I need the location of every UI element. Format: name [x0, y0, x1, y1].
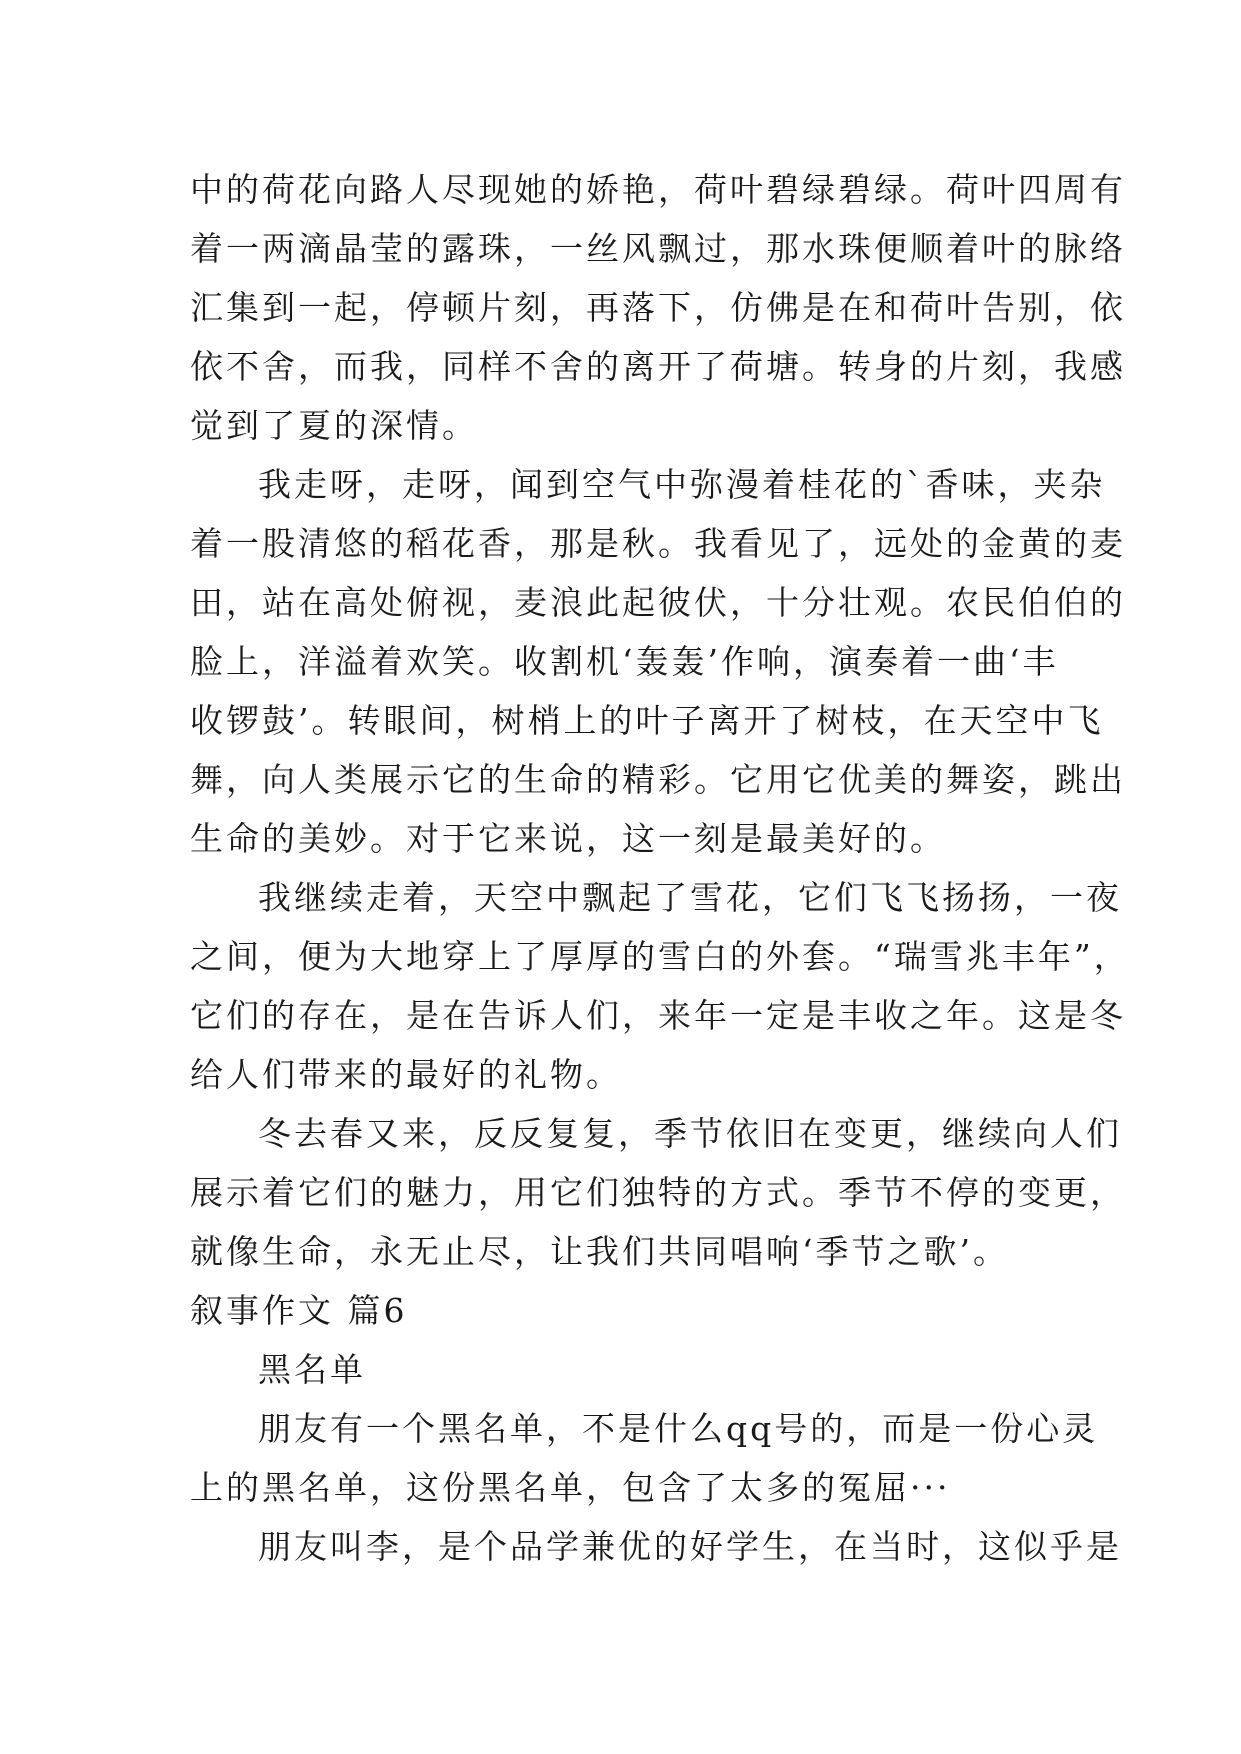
document-body — [190, 160, 1130, 1576]
text-line: 生命的美妙。对于它来说，这一刻是最美好的。 — [190, 819, 946, 858]
text-line: 我继续走着，天空中飘起了雪花，它们飞飞扬扬，一夜 — [258, 878, 1122, 917]
text-line: 朋友叫李，是个品学兼优的好学生，在当时，这似乎是 — [258, 1527, 1122, 1566]
text-line: 上的黑名单，这份黑名单，包含了太多的冤屈··· — [190, 1468, 951, 1507]
text-line: 脸上，洋溢着欢笑。收割机‘轰轰’作响，演奏着一曲‘丰 — [190, 642, 1059, 681]
text-line: 展示着它们的魅力，用它们独特的方式。季节不停的变更， — [190, 1173, 1126, 1212]
text-line: 田，站在高处俯视，麦浪此起彼伏，十分壮观。农民伯伯的 — [190, 583, 1126, 622]
text-line: 觉到了夏的深情。 — [190, 406, 478, 445]
text-line: 舞，向人类展示它的生命的精彩。它用它优美的舞姿，跳出 — [190, 760, 1126, 799]
section-heading: 叙事作文 篇6 — [190, 1291, 408, 1330]
text-line: 朋友有一个黑名单，不是什么qq号的，而是一份心灵 — [258, 1409, 1099, 1448]
text-line: 着一两滴晶莹的露珠，一丝风飘过，那水珠便顺着叶的脉络 — [190, 229, 1126, 268]
text-line: 中的荷花向路人尽现她的娇艳，荷叶碧绿碧绿。荷叶四周有 — [190, 170, 1126, 209]
text-line: 我走呀，走呀，闻到空气中弥漫着桂花的`香味，夹杂 — [258, 465, 1106, 504]
text-line: 就像生命，永无止尽，让我们共同唱响‘季节之歌’。 — [190, 1232, 1009, 1271]
text-line: 冬去春又来，反反复复，季节依旧在变更，继续向人们 — [258, 1114, 1122, 1153]
text-line: 汇集到一起，停顿片刻，再落下，仿佛是在和荷叶告别，依 — [190, 288, 1126, 327]
text-line: 给人们带来的最好的礼物。 — [190, 1055, 622, 1094]
text-line: 它们的存在，是在告诉人们，来年一定是丰收之年。这是冬 — [190, 996, 1126, 1035]
text-line: 收锣鼓’。转眼间，树梢上的叶子离开了树枝，在天空中飞 — [190, 701, 1104, 740]
article-title: 黑名单 — [258, 1350, 366, 1389]
text-line: 依不舍，而我，同样不舍的离开了荷塘。转身的片刻，我感 — [190, 347, 1126, 386]
text-line: 着一股清悠的稻花香，那是秋。我看见了，远处的金黄的麦 — [190, 524, 1126, 563]
text-line: 之间，便为大地穿上了厚厚的雪白的外套。“瑞雪兆丰年”， — [190, 937, 1130, 976]
